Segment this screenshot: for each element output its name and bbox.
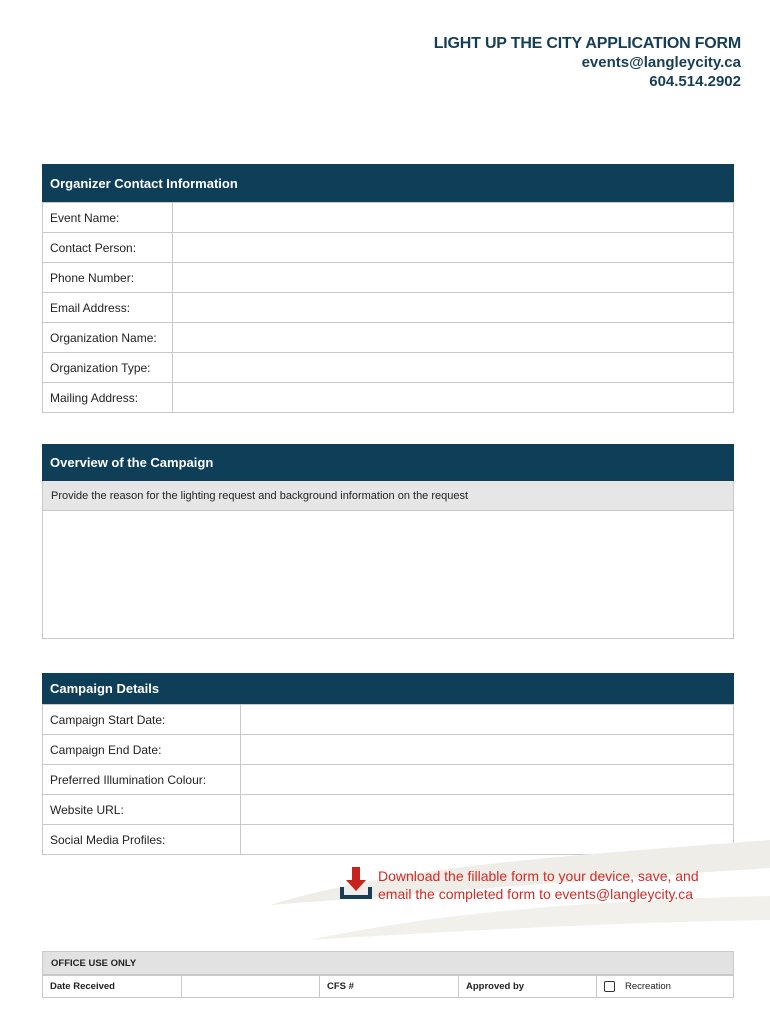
field-label: Website URL: — [43, 795, 241, 825]
download-tray-icon — [340, 867, 372, 899]
office-use-table — [42, 975, 734, 998]
overview-prompt: Provide the reason for the lighting request and background information on the request — [42, 481, 734, 511]
mailing-address-input[interactable] — [173, 383, 733, 412]
website-url-input[interactable] — [241, 795, 733, 824]
office-use-title: OFFICE USE ONLY — [42, 951, 734, 975]
office-use-section — [42, 951, 734, 998]
email-address-input[interactable] — [173, 293, 733, 322]
recreation-cell — [597, 976, 734, 998]
field-label: Event Name: — [43, 203, 173, 233]
field-label: Organization Name: — [43, 323, 173, 353]
field-label: Mailing Address: — [43, 383, 173, 413]
section-title: Overview of the Campaign — [42, 444, 734, 481]
field-row-start-date — [43, 705, 734, 735]
field-row-organization-name — [43, 323, 734, 353]
field-row-phone-number — [43, 263, 734, 293]
recreation-checkbox[interactable] — [604, 981, 615, 992]
approved-by-label: Approved by — [459, 976, 597, 998]
recreation-label: Recreation — [625, 981, 671, 992]
field-label: Organization Type: — [43, 353, 173, 383]
campaign-overview-section — [42, 444, 734, 639]
organization-type-input[interactable] — [173, 353, 733, 382]
campaign-end-date-input[interactable] — [241, 735, 733, 764]
field-label: Campaign Start Date: — [43, 705, 241, 735]
field-row-email-address — [43, 293, 734, 323]
campaign-details-section — [42, 673, 734, 855]
download-text-line2: email the completed form to events@langleycity.ca — [378, 886, 694, 902]
field-row-end-date — [43, 735, 734, 765]
field-row-organization-type — [43, 353, 734, 383]
field-row-event-name — [43, 203, 734, 233]
section-title: Campaign Details — [42, 673, 734, 704]
contact-phone: 604.514.2902 — [649, 73, 741, 90]
overview-box — [42, 511, 734, 639]
date-received-input[interactable] — [182, 976, 319, 997]
contact-person-input[interactable] — [173, 233, 733, 262]
download-notice[interactable] — [340, 867, 699, 903]
field-row-website-url — [43, 795, 734, 825]
field-row-illumination-colour — [43, 765, 734, 795]
date-received-label: Date Received — [43, 976, 182, 998]
illumination-colour-input[interactable] — [241, 765, 733, 794]
download-text-line1: Download the fillable form to your device, save, and — [378, 868, 699, 884]
field-label: Social Media Profiles: — [43, 825, 241, 855]
field-label: Campaign End Date: — [43, 735, 241, 765]
office-use-row — [43, 976, 734, 998]
download-text — [378, 867, 699, 903]
organization-name-input[interactable] — [173, 323, 733, 352]
cfs-label: CFS # — [320, 976, 459, 998]
section-title: Organizer Contact Information — [42, 164, 734, 202]
organizer-contact-section — [42, 164, 734, 413]
form-header — [434, 34, 741, 91]
overview-textarea[interactable] — [43, 511, 733, 638]
contact-fields-table — [42, 202, 734, 413]
field-label: Email Address: — [43, 293, 173, 323]
field-row-contact-person — [43, 233, 734, 263]
field-label: Preferred Illumination Colour: — [43, 765, 241, 795]
contact-email: events@langleycity.ca — [581, 54, 741, 71]
event-name-input[interactable] — [173, 203, 733, 232]
field-label: Contact Person: — [43, 233, 173, 263]
phone-number-input[interactable] — [173, 263, 733, 292]
field-label: Phone Number: — [43, 263, 173, 293]
campaign-start-date-input[interactable] — [241, 705, 733, 734]
form-title: LIGHT UP THE CITY APPLICATION FORM — [433, 35, 741, 52]
field-row-mailing-address — [43, 383, 734, 413]
